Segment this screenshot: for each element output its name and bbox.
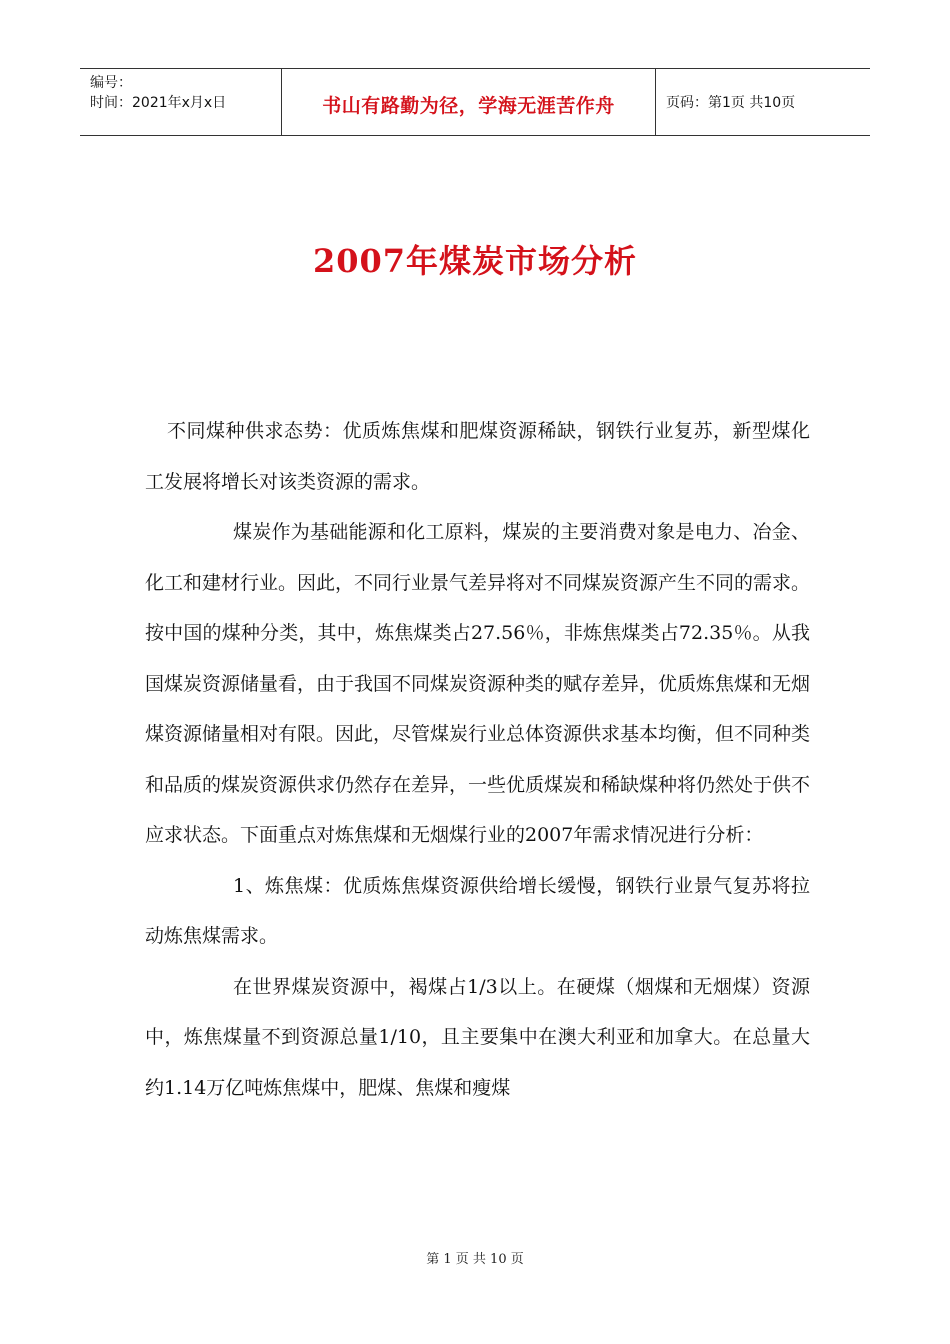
time-label: 时间：2021年x月x日 bbox=[90, 95, 227, 111]
paragraph: 在世界煤炭资源中，褐煤占1/3以上。在硬煤（烟煤和无烟煤）资源中，炼焦煤量不到资源总量1/10，且主要集中在澳大利亚和加拿大。在总量大约1.14万亿吨炼焦煤中，肥煤、焦煤和瘦煤 bbox=[145, 975, 810, 1099]
header-meta bbox=[80, 69, 282, 135]
document-title: 2007年煤炭市场分析 bbox=[312, 242, 638, 280]
motto-text: 书山有路勤为径，学海无涯苦作舟 bbox=[322, 94, 615, 117]
header-motto-cell bbox=[282, 69, 656, 135]
document-body bbox=[145, 406, 810, 1113]
paragraph: 煤炭作为基础能源和化工原料，煤炭的主要消费对象是电力、冶金、化工和建材行业。因此，不同行业景气差异将对不同煤炭资源产生不同的需求。按中国的煤种分类，其中，炼焦煤类占27.56％，非炼焦煤类占72.35％。从我国煤炭资源储量看，由于我国不同煤炭资源种类的赋存差异，优质炼焦煤和无烟煤资源储量相对有限。因此，尽管煤炭行业总体资源供求基本均衡，但不同种类和品质的煤炭资源供求仍然存在差异，一些优质煤炭和稀缺煤种将仍然处于供不应求状态。下面重点对炼焦煤和无烟煤行业的2007年需求情况进行分析： bbox=[145, 521, 811, 846]
paragraph: 不同煤种供求态势：优质炼焦煤和肥煤资源稀缺，钢铁行业复苏，新型煤化工发展将增长对该类资源的需求。 bbox=[145, 420, 810, 493]
document-header bbox=[80, 68, 870, 136]
header-page-info bbox=[656, 69, 870, 135]
page-info-text: 页码：第1页 共10页 bbox=[666, 95, 796, 111]
paragraph: 1、炼焦煤：优质炼焦煤资源供给增长缓慢，钢铁行业景气复苏将拉动炼焦煤需求。 bbox=[145, 874, 810, 947]
page-footer: 第 1 页 共 10 页 bbox=[426, 1252, 524, 1267]
number-label: 编号： bbox=[90, 75, 132, 91]
